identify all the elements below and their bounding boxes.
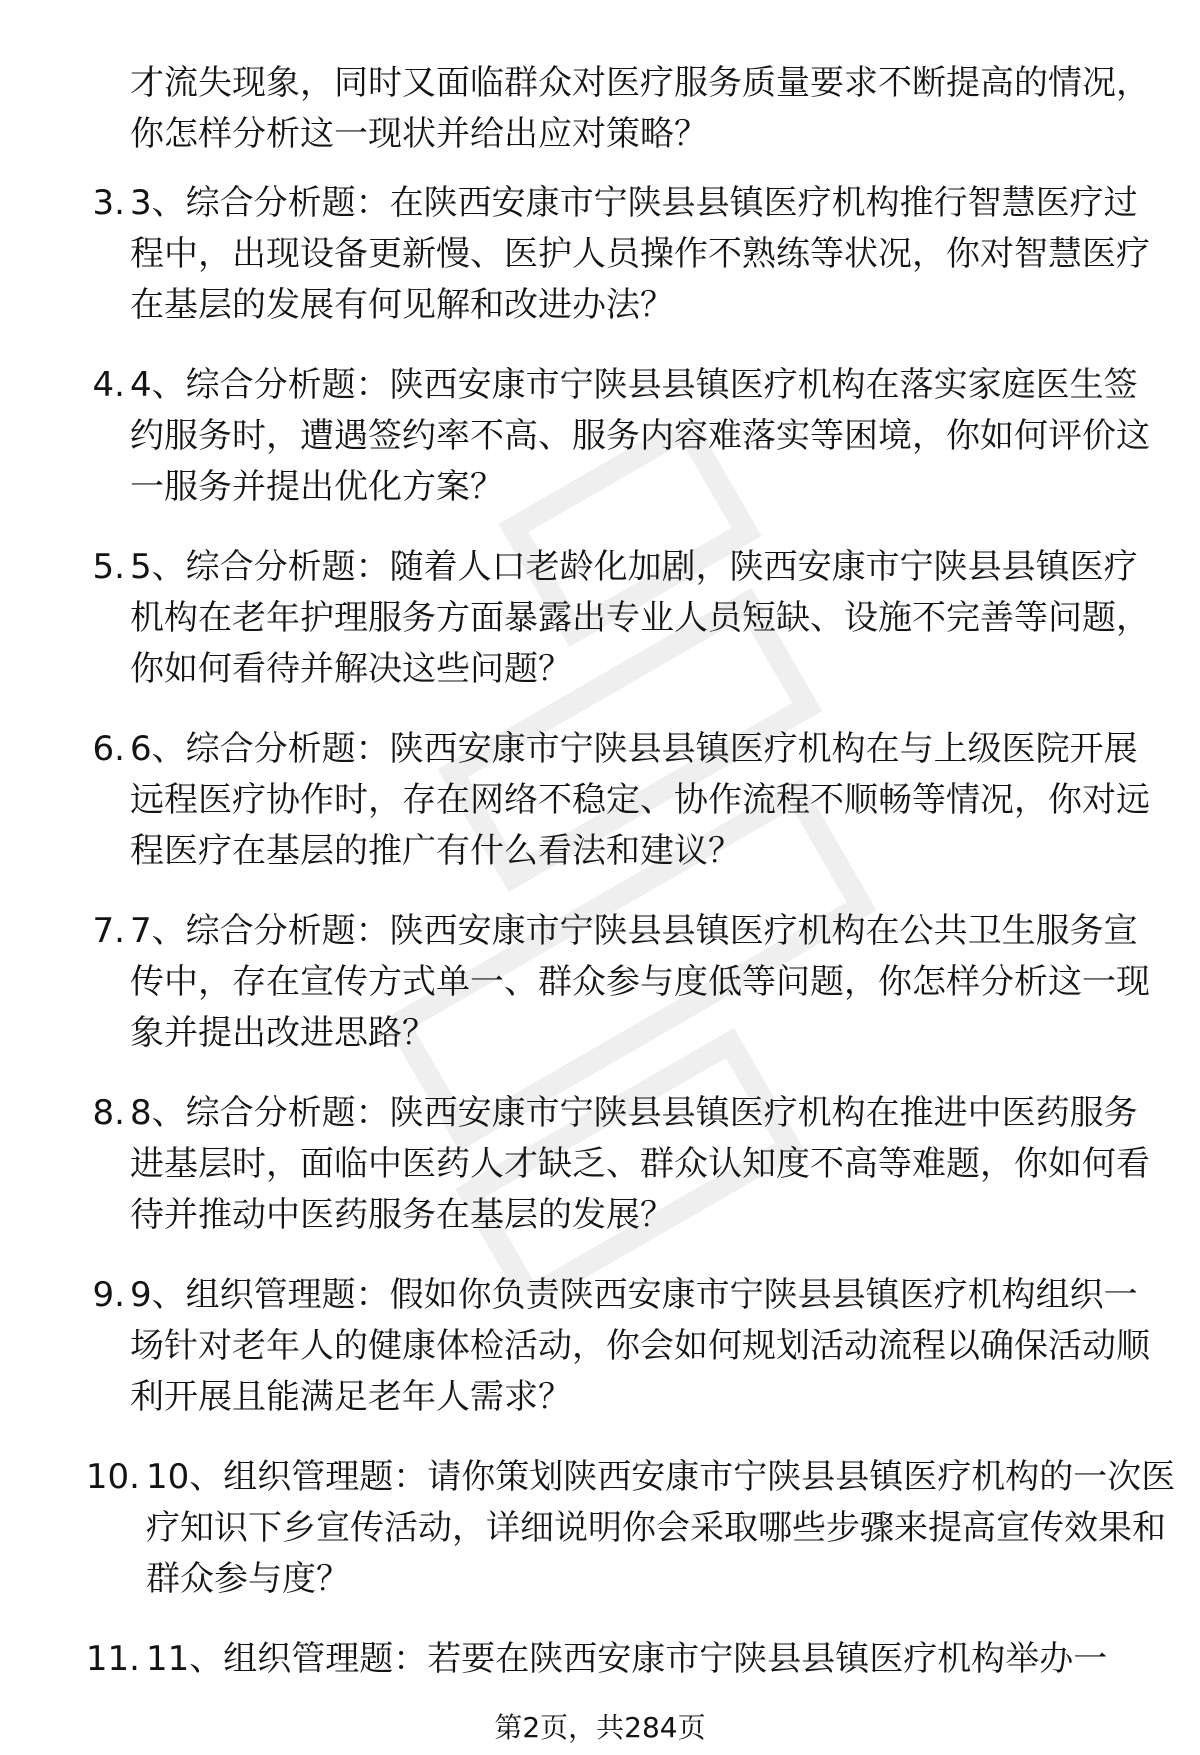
list-item xyxy=(0,542,1200,695)
item-number: 4. xyxy=(92,365,125,405)
list-item xyxy=(0,1452,1200,1605)
question-text: 9、组织管理题：假如你负责陕西安康市宁陕县县镇医疗机构组织一场针对老年人的健康体检活动，你会如何规划活动流程以确保活动顺利开展且能满足老年人需求？ xyxy=(130,1275,1150,1417)
question-text: 4、综合分析题：陕西安康市宁陕县县镇医疗机构在落实家庭医生签约服务时，遭遇签约率不高、服务内容难落实等困境，你如何评价这一服务并提出优化方案？ xyxy=(130,365,1150,507)
continuation-paragraph: 才流失现象，同时又面临群众对医疗服务质量要求不断提高的情况，你怎样分析这一现状并给出应对策略？ xyxy=(130,63,1150,154)
item-number: 5. xyxy=(92,547,125,587)
item-number: 9. xyxy=(92,1275,125,1315)
item-number: 11. xyxy=(85,1639,140,1679)
item-number: 10. xyxy=(85,1457,140,1497)
page-footer: 第2页，共284页 xyxy=(494,1711,706,1744)
question-text: 10、组织管理题：请你策划陕西安康市宁陕县县镇医疗机构的一次医疗知识下乡宣传活动，详细说明你会采取哪些步骤来提高宣传效果和群众参与度？ xyxy=(146,1457,1176,1599)
question-text: 6、综合分析题：陕西安康市宁陕县县镇医疗机构在与上级医院开展远程医疗协作时，存在网络不稳定、协作流程不顺畅等情况，你对远程医疗在基层的推广有什么看法和建议？ xyxy=(130,729,1150,871)
question-text: 5、综合分析题：随着人口老龄化加剧，陕西安康市宁陕县县镇医疗机构在老年护理服务方面暴露出专业人员短缺、设施不完善等问题，你如何看待并解决这些问题？ xyxy=(130,547,1150,689)
list-item xyxy=(0,178,1200,331)
item-number: 3. xyxy=(92,183,125,223)
question-text: 7、综合分析题：陕西安康市宁陕县县镇医疗机构在公共卫生服务宣传中，存在宣传方式单一、群众参与度低等问题，你怎样分析这一现象并提出改进思路？ xyxy=(130,911,1150,1053)
list-item xyxy=(0,360,1200,513)
item-number: 7. xyxy=(92,911,125,951)
question-text: 8、综合分析题：陕西安康市宁陕县县镇医疗机构在推进中医药服务进基层时，面临中医药人才缺乏、群众认知度不高等难题，你如何看待并推动中医药服务在基层的发展？ xyxy=(130,1093,1150,1235)
question-text: 3、综合分析题：在陕西安康市宁陕县县镇医疗机构推行智慧医疗过程中，出现设备更新慢、医护人员操作不熟练等状况，你对智慧医疗在基层的发展有何见解和改进办法？ xyxy=(130,183,1150,325)
list-item xyxy=(0,1088,1200,1241)
list-item xyxy=(0,724,1200,877)
list-item xyxy=(0,906,1200,1059)
question-list xyxy=(0,178,1200,1714)
list-item xyxy=(0,1634,1200,1685)
item-number: 8. xyxy=(92,1093,125,1133)
question-text: 11、组织管理题：若要在陕西安康市宁陕县县镇医疗机构举办一 xyxy=(146,1639,1108,1679)
item-number: 6. xyxy=(92,729,125,769)
list-item xyxy=(0,1270,1200,1423)
